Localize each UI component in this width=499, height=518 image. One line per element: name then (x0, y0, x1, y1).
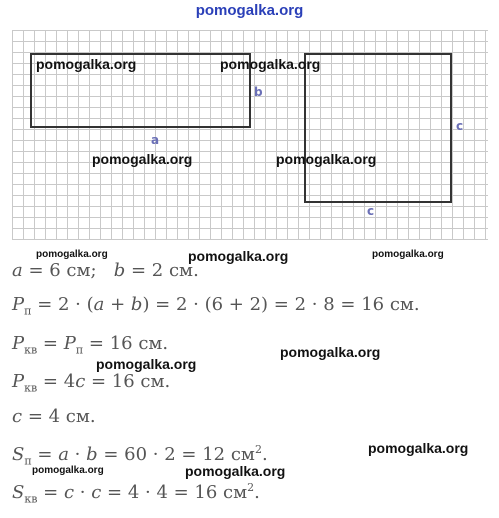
watermark: pomogalka.org (185, 463, 286, 479)
side-label-c-right: c (456, 119, 464, 133)
watermark: pomogalka.org (372, 249, 444, 260)
formula-line: $S_{кв} = c \cdot c = 4 \cdot 4 = 16$ $см^2$. (12, 481, 260, 506)
watermark: pomogalka.org (368, 440, 469, 456)
watermark-header: pomogalka.org (195, 2, 304, 19)
formula-line: $P_{кв} = 4c = 16$ см. (12, 371, 171, 395)
side-label-b: b (254, 85, 263, 99)
watermark: pomogalka.org (32, 465, 104, 476)
side-label-c-bottom: c (367, 204, 375, 218)
formula-line: $P_{кв} = P_п = 16$ см. (12, 333, 169, 357)
formula-line: c = 4 см. (12, 406, 96, 427)
watermark: pomogalka.org (36, 249, 108, 260)
watermark: pomogalka.org (220, 56, 321, 72)
watermark: pomogalka.org (36, 56, 137, 72)
formula-line: $P_п = 2 \cdot (a + b) = 2 \cdot (6 + 2) = 2 \cdot 8 = 16$ см. (12, 294, 420, 318)
watermark: pomogalka.org (188, 248, 289, 264)
watermark: pomogalka.org (276, 151, 377, 167)
formula-line: a = 6 см; b = 2 см. (12, 260, 199, 281)
watermark: pomogalka.org (92, 151, 193, 167)
formula-line: $S_п = a \cdot b = 60 \cdot 2 = 12$ $см^2$. (12, 443, 268, 468)
watermark: pomogalka.org (280, 344, 381, 360)
watermark: pomogalka.org (96, 356, 197, 372)
square-shape (304, 53, 452, 203)
side-label-a: a (151, 133, 160, 147)
